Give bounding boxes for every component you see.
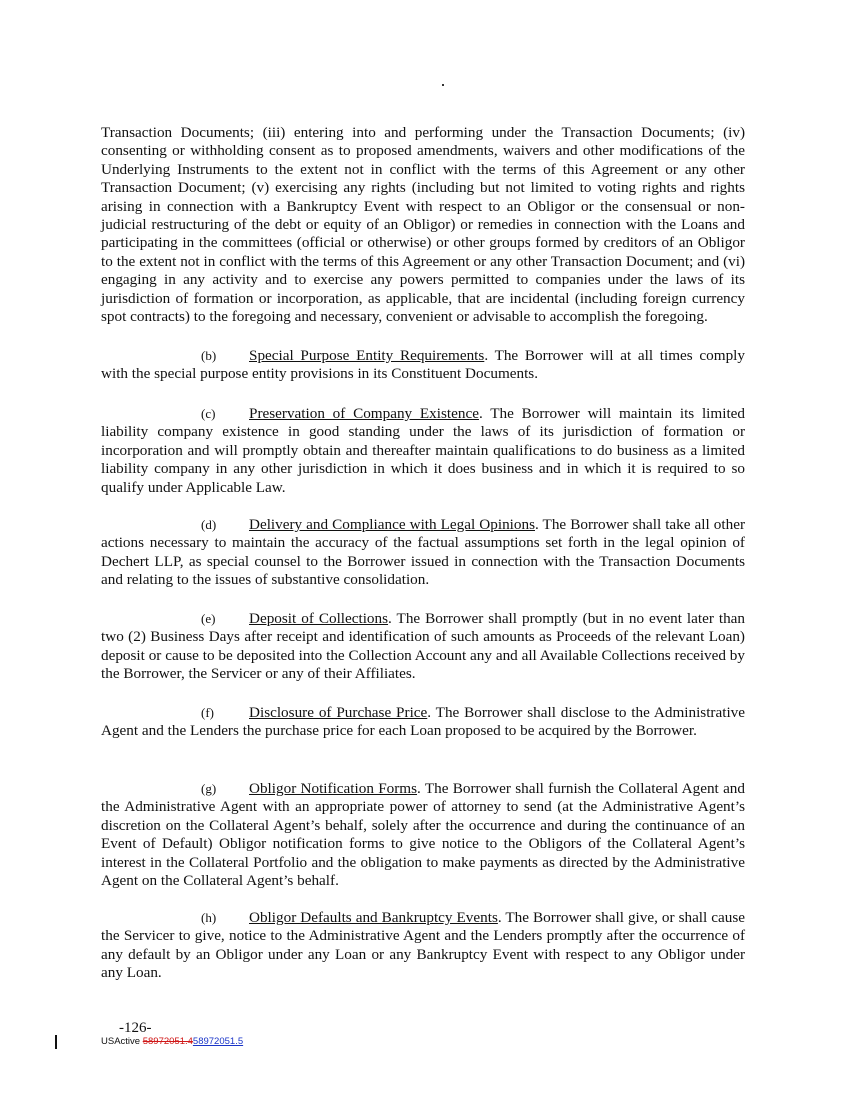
item-letter-f: (f): [201, 705, 214, 720]
item-title-b: Special Purpose Entity Requirements: [249, 347, 485, 364]
item-title-f: Disclosure of Purchase Price: [249, 704, 428, 721]
section-item-d: [101, 516, 745, 590]
footer-document-id: [101, 1036, 243, 1048]
page-number: -126-: [119, 1020, 152, 1036]
item-letter-b: (b): [201, 348, 217, 363]
item-body-c: . The Borrower will maintain its limited liability company existence in good standing under the laws of its jurisdiction of formation or incorporation and will promptly obtain and thereafter maintain qualifications to do business as a limited liability company in any other jurisdiction in which it does business and in which it is required to so qualify under Applicable Law.: [101, 405, 745, 496]
item-letter-e: (e): [201, 611, 216, 626]
item-letter-h: (h): [201, 910, 217, 925]
footer-inserted-id: 58972051.5: [192, 1036, 244, 1047]
item-title-e: Deposit of Collections: [249, 610, 389, 627]
intro-paragraph: [101, 124, 745, 326]
item-letter-d: (d): [201, 517, 217, 532]
item-letter-c: (c): [201, 406, 216, 421]
revision-change-bar: [55, 1035, 57, 1049]
section-item-c: [101, 405, 745, 497]
item-body-b: . The Borrower will at all times comply with the special purpose entity provisions in its Constituent Documents.: [101, 347, 745, 383]
section-item-g: [101, 780, 745, 890]
section-item-b: [101, 347, 745, 384]
section-item-h: [101, 909, 745, 983]
footer-deleted-id: 58972051.4: [142, 1036, 193, 1047]
item-title-c: Preservation of Company Existence: [249, 405, 479, 422]
item-body-e: . The Borrower shall promptly (but in no event later than two (2) Business Days after receipt and identification of such amounts as Proceeds of the relevant Loan) deposit or cause to be deposited into the Collection Account any and all Available Collections received by the Borrower, the Servicer or any of their Affiliates.: [101, 610, 745, 683]
intro-paragraph-text: Transaction Documents; (iii) entering into and performing under the Transaction Documents; (iv) consenting or withholding consent as to proposed amendments, waivers and other modifications of the Underlying Instruments to the extent not in conflict with the terms of this Agreement or any other Transaction Document; (v) exercising any rights (including but not limited to voting rights and rights arising in connection with a Bankruptcy Event with respect to an Obligor or the consensual or non-judicial restructuring of the debt or equity of an Obligor) or remedies in connection with the Loans and participating in the committees (official or otherwise) or other groups formed by creditors of an Obligor to the extent not in conflict with the terms of this Agreement or any other Transaction Document; and (vi) engaging in any activity and to exercise any powers permitted to companies under the laws of its jurisdiction of formation or incorporation, as applicable, that are incidental (including foreign currency spot contracts) to the foregoing and necessary, convenient or advisable to accomplish the foregoing.: [101, 124, 745, 326]
item-body-d: . The Borrower shall take all other actions necessary to maintain the accuracy of the factual assumptions set forth in the legal opinion of Dechert LLP, as special counsel to the Borrower issued in connection with the Transaction Documents and relating to the issues of substantive consolidation.: [101, 516, 745, 589]
footer-doc-prefix: USActive: [101, 1036, 143, 1047]
section-item-f: [101, 704, 745, 741]
item-letter-g: (g): [201, 781, 217, 796]
item-title-h: Obligor Defaults and Bankruptcy Events: [249, 909, 498, 926]
stray-dot-mark: [442, 84, 444, 86]
item-body-h: . The Borrower shall give, or shall cause the Servicer to give, notice to the Administrative Agent and the Lenders promptly after the occurrence of any default by an Obligor under any Loan or any Bankruptcy Event with respect to any Obligor under any Loan.: [101, 909, 745, 982]
item-title-g: Obligor Notification Forms: [249, 780, 418, 797]
section-item-e: [101, 610, 745, 684]
item-body-g: . The Borrower shall furnish the Collateral Agent and the Administrative Agent with an appropriate power of attorney to send (at the Administrative Agent’s discretion on the Collateral Agent’s behalf, solely after the occurrence and during the continuance of an Event of Default) Obligor notification forms to give notice to the Obligors of the Collateral Agent’s interest in the Collateral Portfolio and the obligation to make payments as directed by the Administrative Agent on the Collateral Agent’s behalf.: [101, 780, 745, 890]
item-body-f: . The Borrower shall disclose to the Administrative Agent and the Lenders the purchase price for each Loan proposed to be acquired by the Borrower.: [101, 704, 746, 740]
item-title-d: Delivery and Compliance with Legal Opinions: [249, 516, 535, 533]
